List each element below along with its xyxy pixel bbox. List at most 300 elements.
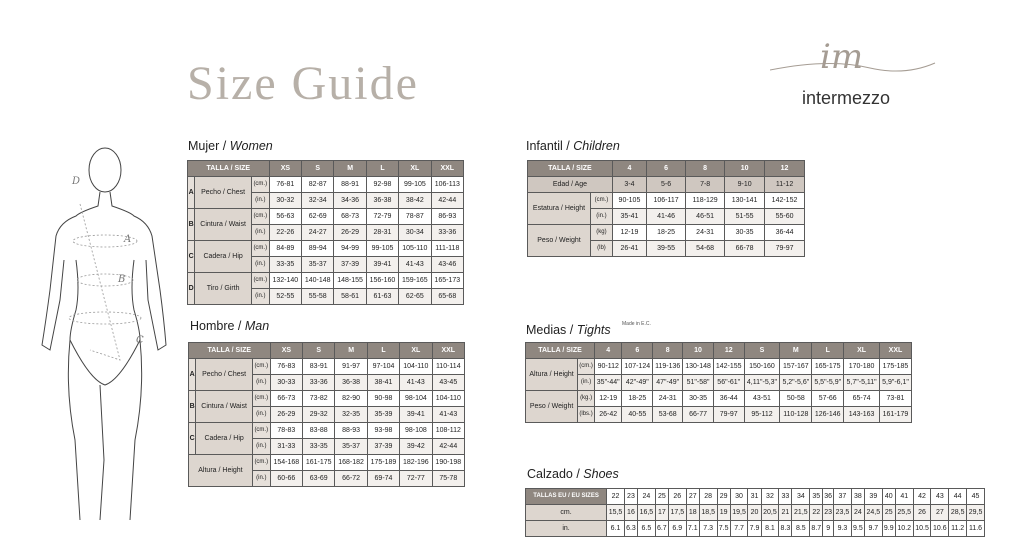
header-cell: XL xyxy=(844,343,880,359)
row-label: Altura / Height xyxy=(189,455,253,487)
size-cell: 31 xyxy=(748,489,761,505)
table-cell: 29-32 xyxy=(303,407,335,423)
table-cell: 161-175 xyxy=(303,455,335,471)
table-cell: 104-110 xyxy=(400,359,432,375)
table-cell: 22 xyxy=(810,505,823,521)
table-cell: 93-98 xyxy=(367,423,399,439)
unit-cell: (in.) xyxy=(251,225,269,241)
table-cell: 25 xyxy=(882,505,895,521)
table-cell: 86-93 xyxy=(431,209,463,225)
table-cell: 79-97 xyxy=(713,407,744,423)
table-cell: 20,5 xyxy=(761,505,779,521)
row-key: C xyxy=(188,241,195,273)
table-cell: 21 xyxy=(779,505,792,521)
table-cell: 99-105 xyxy=(399,177,431,193)
header-cell: TALLA / SIZE xyxy=(188,161,270,177)
unit-cell: (in.) xyxy=(252,407,270,423)
table-cell: 17 xyxy=(655,505,668,521)
table-cell: 26-42 xyxy=(595,407,622,423)
row-label: Altura / Height xyxy=(526,359,578,391)
table-cell: 7.1 xyxy=(686,521,699,537)
size-cell: 27 xyxy=(686,489,699,505)
table-cell: 82-90 xyxy=(335,391,367,407)
table-cell: 95-112 xyxy=(744,407,780,423)
table-cell: 88-91 xyxy=(334,177,366,193)
table-cell: 43-46 xyxy=(431,257,463,273)
brand-name: intermezzo xyxy=(802,88,891,108)
size-cell: 25 xyxy=(655,489,668,505)
table-cell: 118-129 xyxy=(686,193,725,209)
table-cell: 9 xyxy=(823,521,834,537)
unit-cell: (in.) xyxy=(578,375,595,391)
table-cell: 36-44 xyxy=(713,391,744,407)
header-cell: S xyxy=(744,343,780,359)
header-cell: 4 xyxy=(595,343,622,359)
table-cell: 60-66 xyxy=(270,471,302,487)
size-cell: 22 xyxy=(607,489,625,505)
table-cell: 9.3 xyxy=(834,521,852,537)
table-cell: 42"-49" xyxy=(622,375,653,391)
unit-cell: (cm.) xyxy=(252,391,270,407)
table-cell: 22-26 xyxy=(269,225,301,241)
row-label: in. xyxy=(526,521,607,537)
table-cell: 36-38 xyxy=(366,193,398,209)
table-cell: 24-31 xyxy=(686,225,725,241)
table-cell: 73-82 xyxy=(303,391,335,407)
table-cell: 26-29 xyxy=(270,407,302,423)
page-title: Size Guide xyxy=(187,57,419,110)
table-cell: 6.5 xyxy=(637,521,655,537)
table-cell: 9.9 xyxy=(882,521,895,537)
header-cell: L xyxy=(812,343,844,359)
table-cell: 19,5 xyxy=(730,505,748,521)
unit-cell: (in.) xyxy=(251,289,269,305)
unit-cell: (cm.) xyxy=(578,359,595,375)
header-cell: XL xyxy=(399,161,431,177)
size-cell: 24 xyxy=(637,489,655,505)
table-cell: 43-45 xyxy=(432,375,464,391)
table-cell: 11.2 xyxy=(949,521,967,537)
table-cell: 50-58 xyxy=(780,391,812,407)
table-cell: 106-113 xyxy=(431,177,463,193)
size-cell: 39 xyxy=(864,489,882,505)
table-cell: 7.7 xyxy=(730,521,748,537)
table-cell: 107-124 xyxy=(622,359,653,375)
table-cell: 62-69 xyxy=(302,209,334,225)
table-cell: 18-25 xyxy=(622,391,653,407)
row-key: C xyxy=(189,423,196,455)
table-row xyxy=(188,177,464,193)
table-cell: 39-41 xyxy=(366,257,398,273)
unit-cell: (kg.) xyxy=(578,391,595,407)
table-cell: 66-73 xyxy=(270,391,302,407)
table-cell: 30-35 xyxy=(725,225,765,241)
table-cell: 26-29 xyxy=(334,225,366,241)
unit-cell: (cm.) xyxy=(591,193,613,209)
size-cell: 30 xyxy=(730,489,748,505)
header-cell: TALLA / SIZE xyxy=(526,343,595,359)
table-cell: 56"-61" xyxy=(713,375,744,391)
svg-text:im: im xyxy=(820,37,864,77)
brand-logo xyxy=(770,28,940,118)
size-cell: 41 xyxy=(895,489,913,505)
header-cell: XXL xyxy=(431,161,463,177)
table-cell: 30-34 xyxy=(399,225,431,241)
table-cell: 119-136 xyxy=(653,359,683,375)
table-cell: 78-87 xyxy=(399,209,431,225)
table-cell: 143-163 xyxy=(844,407,880,423)
header-cell: 8 xyxy=(653,343,683,359)
children-heading: Infantil / Children xyxy=(526,139,620,153)
header-cell: M xyxy=(335,343,367,359)
table-cell: 130-148 xyxy=(683,359,714,375)
shoes-size-table xyxy=(525,488,985,537)
table-cell: 35-37 xyxy=(302,257,334,273)
made-in-label: Made in E.C. xyxy=(622,321,651,327)
header-cell: L xyxy=(367,343,399,359)
unit-cell: (kg) xyxy=(591,225,613,241)
table-cell: 25,5 xyxy=(895,505,913,521)
table-cell: 58-61 xyxy=(334,289,366,305)
table-row xyxy=(188,273,464,289)
table-row xyxy=(188,241,464,257)
table-cell: 5,2"-5,6" xyxy=(780,375,812,391)
table-row xyxy=(189,455,465,471)
table-cell: 10.6 xyxy=(931,521,949,537)
table-cell: 33-35 xyxy=(269,257,301,273)
table-cell: 156-160 xyxy=(366,273,398,289)
table-cell: 99-105 xyxy=(366,241,398,257)
table-cell: 42-44 xyxy=(431,193,463,209)
figure-label-a: A xyxy=(124,234,132,245)
size-cell: 28 xyxy=(699,489,717,505)
header-cell: S xyxy=(302,161,334,177)
table-cell: 21,5 xyxy=(792,505,810,521)
header-cell: 12 xyxy=(765,161,805,177)
table-cell: 35"-44" xyxy=(595,375,622,391)
table-row xyxy=(526,359,912,375)
men-heading: Hombre / Man xyxy=(190,319,270,333)
table-row xyxy=(526,505,985,521)
table-cell: 36-44 xyxy=(765,225,805,241)
size-cell: 45 xyxy=(967,489,985,505)
age-cell: 7-8 xyxy=(686,177,725,193)
header-cell: M xyxy=(334,161,366,177)
header-cell: 8 xyxy=(686,161,725,177)
row-key: B xyxy=(189,391,196,423)
size-cell: 38 xyxy=(851,489,864,505)
size-cell: 29 xyxy=(717,489,730,505)
table-cell: 35-41 xyxy=(612,209,646,225)
table-cell: 18 xyxy=(686,505,699,521)
row-label: Peso / Weight xyxy=(528,225,591,257)
table-cell: 73-81 xyxy=(879,391,911,407)
size-cell: 23 xyxy=(624,489,637,505)
header-cell: TALLA / SIZE xyxy=(189,343,271,359)
table-cell: 9.7 xyxy=(864,521,882,537)
unit-cell: (cm.) xyxy=(251,241,269,257)
header-cell: 10 xyxy=(683,343,714,359)
table-cell: 76-81 xyxy=(269,177,301,193)
header-cell: M xyxy=(780,343,812,359)
table-cell: 43-51 xyxy=(744,391,780,407)
table-cell: 33-36 xyxy=(431,225,463,241)
table-cell: 98-108 xyxy=(400,423,432,439)
table-cell: 32-34 xyxy=(302,193,334,209)
table-cell: 83-91 xyxy=(303,359,335,375)
table-cell: 23 xyxy=(823,505,834,521)
table-cell: 16,5 xyxy=(637,505,655,521)
unit-cell: (lbs.) xyxy=(578,407,595,423)
table-cell: 8.7 xyxy=(810,521,823,537)
header-cell: S xyxy=(303,343,335,359)
table-cell: 97-104 xyxy=(367,359,399,375)
size-cell: 32 xyxy=(761,489,779,505)
unit-cell: (cm.) xyxy=(252,423,270,439)
table-cell: 104-110 xyxy=(432,391,464,407)
table-cell: 40-55 xyxy=(622,407,653,423)
table-cell: 8.5 xyxy=(792,521,810,537)
table-cell: 75-78 xyxy=(432,471,464,487)
shoes-heading: Calzado / Shoes xyxy=(527,467,619,481)
table-cell: 24-31 xyxy=(653,391,683,407)
table-cell: 15,5 xyxy=(607,505,625,521)
tights-size-table xyxy=(525,342,912,423)
table-cell: 27 xyxy=(931,505,949,521)
unit-cell: (in.) xyxy=(591,209,613,225)
table-row xyxy=(526,343,912,359)
header-cell: XXL xyxy=(879,343,911,359)
table-cell: 28,5 xyxy=(949,505,967,521)
men-size-table xyxy=(188,342,465,487)
table-cell: 51-55 xyxy=(725,209,765,225)
table-cell: 5,5"-5,9" xyxy=(812,375,844,391)
table-cell: 92-98 xyxy=(366,177,398,193)
table-cell: 63-69 xyxy=(303,471,335,487)
table-cell: 16 xyxy=(624,505,637,521)
row-key: A xyxy=(188,177,195,209)
table-cell: 66-78 xyxy=(725,241,765,257)
row-label: Pecho / Chest xyxy=(195,177,252,209)
table-cell: 47"-49" xyxy=(653,375,683,391)
table-cell: 35-39 xyxy=(367,407,399,423)
size-cell: 33 xyxy=(779,489,792,505)
header-cell: 10 xyxy=(725,161,765,177)
size-cell: 26 xyxy=(668,489,686,505)
table-cell: 6.7 xyxy=(655,521,668,537)
table-cell: 190-198 xyxy=(432,455,464,471)
table-cell: 142-155 xyxy=(713,359,744,375)
table-cell: 130-141 xyxy=(725,193,765,209)
row-label: Estatura / Height xyxy=(528,193,591,225)
table-cell: 170-180 xyxy=(844,359,880,375)
table-row xyxy=(528,193,805,209)
table-cell: 5,7"-5,11" xyxy=(844,375,880,391)
table-cell: 28-31 xyxy=(366,225,398,241)
table-cell: 12-19 xyxy=(612,225,646,241)
size-cell: 40 xyxy=(882,489,895,505)
table-cell: 24-27 xyxy=(302,225,334,241)
size-cell: 35 xyxy=(810,489,823,505)
table-row xyxy=(526,489,985,505)
table-cell: 175-189 xyxy=(367,455,399,471)
figure-label-c: C xyxy=(136,335,144,346)
table-cell: 61-63 xyxy=(366,289,398,305)
table-cell: 11.6 xyxy=(967,521,985,537)
table-cell: 42-44 xyxy=(432,439,464,455)
table-cell: 148-155 xyxy=(334,273,366,289)
header-cell: XL xyxy=(400,343,432,359)
table-cell: 126-146 xyxy=(812,407,844,423)
age-cell: 3-4 xyxy=(612,177,646,193)
table-cell: 35-37 xyxy=(335,439,367,455)
header-cell: XS xyxy=(270,343,302,359)
table-cell: 168-182 xyxy=(335,455,367,471)
row-key: D xyxy=(188,273,195,305)
table-cell: 24,5 xyxy=(864,505,882,521)
table-cell: 18,5 xyxy=(699,505,717,521)
table-cell: 33-36 xyxy=(303,375,335,391)
table-cell: 165-175 xyxy=(812,359,844,375)
table-row xyxy=(526,521,985,537)
table-cell: 6.3 xyxy=(624,521,637,537)
table-cell: 10.2 xyxy=(895,521,913,537)
age-cell: 5-6 xyxy=(646,177,685,193)
table-cell: 39-41 xyxy=(400,407,432,423)
tights-heading: Medias / Tights xyxy=(526,323,611,337)
table-cell: 182-196 xyxy=(400,455,432,471)
table-cell: 98-104 xyxy=(400,391,432,407)
size-cell: 44 xyxy=(949,489,967,505)
table-cell: 161-179 xyxy=(879,407,911,423)
table-cell: 41-43 xyxy=(432,407,464,423)
table-cell: 54-68 xyxy=(686,241,725,257)
table-cell: 91-97 xyxy=(335,359,367,375)
table-row xyxy=(188,161,464,177)
table-cell: 66-72 xyxy=(335,471,367,487)
table-cell: 53-68 xyxy=(653,407,683,423)
table-cell: 68-73 xyxy=(334,209,366,225)
table-cell: 29,5 xyxy=(967,505,985,521)
table-cell: 72-79 xyxy=(366,209,398,225)
table-cell: 30-33 xyxy=(270,375,302,391)
row-label: Peso / Weight xyxy=(526,391,578,423)
table-cell: 83-88 xyxy=(303,423,335,439)
table-cell: 31-33 xyxy=(270,439,302,455)
table-cell: 65-68 xyxy=(431,289,463,305)
table-row xyxy=(526,375,912,391)
table-cell: 78-83 xyxy=(270,423,302,439)
table-cell: 142-152 xyxy=(765,193,805,209)
table-cell: 175-185 xyxy=(879,359,911,375)
figure-label-b: B xyxy=(118,274,126,285)
table-cell: 37-39 xyxy=(367,439,399,455)
table-cell: 89-94 xyxy=(302,241,334,257)
table-cell: 88-93 xyxy=(335,423,367,439)
header-cell: XS xyxy=(269,161,301,177)
unit-cell: (lb) xyxy=(591,241,613,257)
unit-cell: (in.) xyxy=(252,471,270,487)
header-cell: XXL xyxy=(432,343,464,359)
table-cell: 51"-58" xyxy=(683,375,714,391)
table-cell: 7.3 xyxy=(699,521,717,537)
table-cell: 72-77 xyxy=(400,471,432,487)
figure-label-d: D xyxy=(72,176,81,187)
table-cell: 62-65 xyxy=(399,289,431,305)
table-cell: 24 xyxy=(851,505,864,521)
row-label: Cintura / Waist xyxy=(195,209,252,241)
table-row xyxy=(189,423,465,439)
table-cell: 56-63 xyxy=(269,209,301,225)
row-label: Cadera / Hip xyxy=(196,423,253,455)
table-cell: 7.9 xyxy=(748,521,761,537)
table-cell: 18-25 xyxy=(646,225,685,241)
unit-cell: (in.) xyxy=(252,439,270,455)
table-cell: 36-38 xyxy=(335,375,367,391)
table-cell: 52-55 xyxy=(269,289,301,305)
table-row xyxy=(189,343,465,359)
table-cell: 26-41 xyxy=(612,241,646,257)
table-cell: 23,5 xyxy=(834,505,852,521)
table-cell: 33-35 xyxy=(303,439,335,455)
table-row xyxy=(189,359,465,375)
table-cell: 12-19 xyxy=(595,391,622,407)
table-cell: 111-118 xyxy=(431,241,463,257)
table-cell: 20 xyxy=(748,505,761,521)
table-cell: 90-112 xyxy=(595,359,622,375)
table-cell: 34-36 xyxy=(334,193,366,209)
row-key: B xyxy=(188,209,195,241)
table-cell: 105-110 xyxy=(399,241,431,257)
table-cell: 32-35 xyxy=(335,407,367,423)
table-cell: 106-117 xyxy=(646,193,685,209)
header-cell: 12 xyxy=(713,343,744,359)
table-cell: 39-55 xyxy=(646,241,685,257)
table-cell: 150-160 xyxy=(744,359,780,375)
table-cell: 55-60 xyxy=(765,209,805,225)
table-cell: 55-58 xyxy=(302,289,334,305)
row-label: Cadera / Hip xyxy=(195,241,252,273)
table-cell: 37-39 xyxy=(334,257,366,273)
table-cell: 76-83 xyxy=(270,359,302,375)
table-cell: 165-173 xyxy=(431,273,463,289)
table-row xyxy=(526,391,912,407)
unit-cell: (cm.) xyxy=(251,209,269,225)
table-cell: 41-43 xyxy=(399,257,431,273)
table-cell: 94-99 xyxy=(334,241,366,257)
table-cell: 30-32 xyxy=(269,193,301,209)
unit-cell: (in.) xyxy=(251,193,269,209)
header-cell: 6 xyxy=(622,343,653,359)
unit-cell: (cm.) xyxy=(252,359,270,375)
row-label: cm. xyxy=(526,505,607,521)
table-cell: 132-140 xyxy=(269,273,301,289)
table-cell: 6.1 xyxy=(607,521,625,537)
table-cell: 65-74 xyxy=(844,391,880,407)
age-cell: 9-10 xyxy=(725,177,765,193)
age-cell: 11-12 xyxy=(765,177,805,193)
table-cell: 4,11"-5,3" xyxy=(744,375,780,391)
size-cell: 43 xyxy=(931,489,949,505)
table-row xyxy=(188,209,464,225)
table-cell: 6.9 xyxy=(668,521,686,537)
size-cell: 34 xyxy=(792,489,810,505)
table-cell: 19 xyxy=(717,505,730,521)
unit-cell: (cm.) xyxy=(251,273,269,289)
table-cell: 140-148 xyxy=(302,273,334,289)
header-cell: 4 xyxy=(612,161,646,177)
header-cell: TALLAS EU / EU SIZES xyxy=(526,489,607,505)
